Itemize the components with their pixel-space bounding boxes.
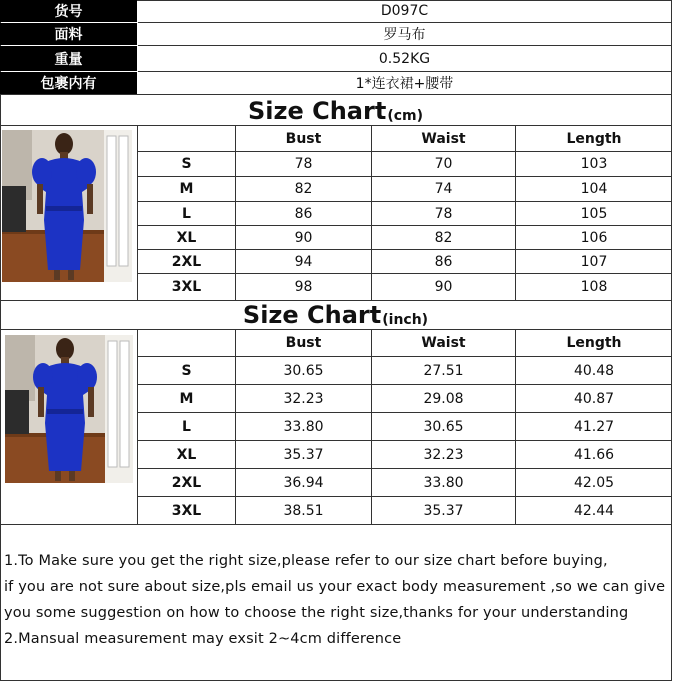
note-line: 1.To Make sure you get the right size,please refer to our size chart before buying,	[4, 553, 608, 569]
size-chart-cm-heading: Size Chart	[247, 97, 387, 125]
note-line: 2.Mansual measurement may exsit 2~4cm difference	[4, 631, 402, 647]
size-chart-cm-title	[0, 95, 671, 125]
size-label: XL	[176, 446, 197, 463]
length-value: 40.48	[573, 362, 615, 379]
divider	[138, 22, 672, 23]
waist-value: 74	[434, 181, 453, 197]
length-value: 41.66	[573, 446, 615, 463]
note-line: if you are not sure about size,pls email us your exact body measurement ,so we can give	[4, 579, 666, 595]
size-label: M	[179, 181, 194, 197]
waist-value: 70	[434, 156, 453, 172]
bust-value: 35.37	[283, 446, 324, 463]
info-label-item-no: 货号	[0, 0, 137, 22]
size-label: S	[181, 362, 192, 379]
length-value: 40.87	[573, 390, 615, 407]
bust-value: 78	[294, 156, 313, 172]
waist-value: 86	[434, 253, 453, 270]
note-line: you some suggestion on how to choose the right size,thanks for your understanding	[4, 605, 629, 621]
waist-value: 33.80	[423, 474, 464, 491]
column-header-waist: Waist	[421, 335, 466, 351]
column-header-length: Length	[566, 335, 622, 351]
length-value: 105	[580, 205, 608, 222]
size-chart-inch-unit: (inch)	[382, 312, 429, 328]
product-photo-cm	[2, 130, 132, 282]
column-header-length: Length	[566, 130, 622, 147]
column-header-bust: Bust	[285, 335, 322, 351]
bust-value: 94	[294, 253, 313, 270]
bust-value: 33.80	[283, 418, 324, 435]
dress-model-image	[5, 335, 133, 483]
bust-value: 98	[294, 279, 313, 295]
divider	[138, 71, 672, 72]
waist-value: 29.08	[423, 390, 464, 407]
size-label: XL	[176, 229, 197, 246]
waist-value: 78	[434, 205, 453, 222]
info-value-fabric: 罗马布	[383, 27, 426, 43]
waist-value: 82	[434, 229, 453, 246]
size-chart-inch-heading: Size Chart	[242, 301, 382, 329]
length-value: 104	[580, 181, 608, 197]
bust-value: 38.51	[283, 502, 324, 519]
bust-value: 30.65	[283, 362, 324, 379]
waist-value: 27.51	[423, 362, 464, 379]
length-value: 42.44	[573, 502, 615, 519]
info-value-weight: 0.52KG	[378, 50, 431, 67]
divider	[138, 45, 672, 46]
bust-value: 36.94	[283, 474, 324, 491]
bust-value: 86	[294, 205, 313, 222]
info-value-item-no: D097C	[380, 3, 429, 19]
column-header-waist: Waist	[421, 130, 466, 147]
column-header-bust: Bust	[285, 130, 322, 147]
length-value: 103	[580, 156, 608, 172]
bust-value: 90	[294, 229, 313, 246]
waist-value: 35.37	[423, 502, 464, 519]
product-photo-inch	[5, 335, 133, 483]
info-value-package: 1*连衣裙+腰带	[355, 76, 454, 92]
info-label-fabric: 面料	[0, 23, 137, 45]
size-label: M	[179, 390, 194, 407]
dress-model-image	[2, 130, 132, 282]
length-value: 108	[580, 279, 608, 295]
waist-value: 30.65	[423, 418, 464, 435]
length-value: 42.05	[573, 474, 615, 491]
size-label: L	[182, 205, 191, 222]
size-label: 3XL	[171, 279, 202, 295]
bust-value: 82	[294, 181, 313, 197]
divider	[0, 524, 672, 525]
size-label: 3XL	[171, 502, 202, 519]
size-label: 2XL	[171, 253, 202, 270]
length-value: 106	[580, 229, 608, 246]
size-chart-cm-unit: (cm)	[387, 108, 423, 124]
size-chart-inch-title	[0, 301, 671, 329]
length-value: 41.27	[573, 418, 615, 435]
waist-value: 32.23	[423, 446, 464, 463]
info-label-package: 包裹内有	[0, 72, 137, 94]
size-label: 2XL	[171, 474, 202, 491]
bust-value: 32.23	[283, 390, 324, 407]
size-label: S	[181, 156, 192, 172]
waist-value: 90	[434, 279, 453, 295]
info-label-weight: 重量	[0, 46, 137, 71]
size-label: L	[182, 418, 191, 435]
length-value: 107	[580, 253, 608, 270]
